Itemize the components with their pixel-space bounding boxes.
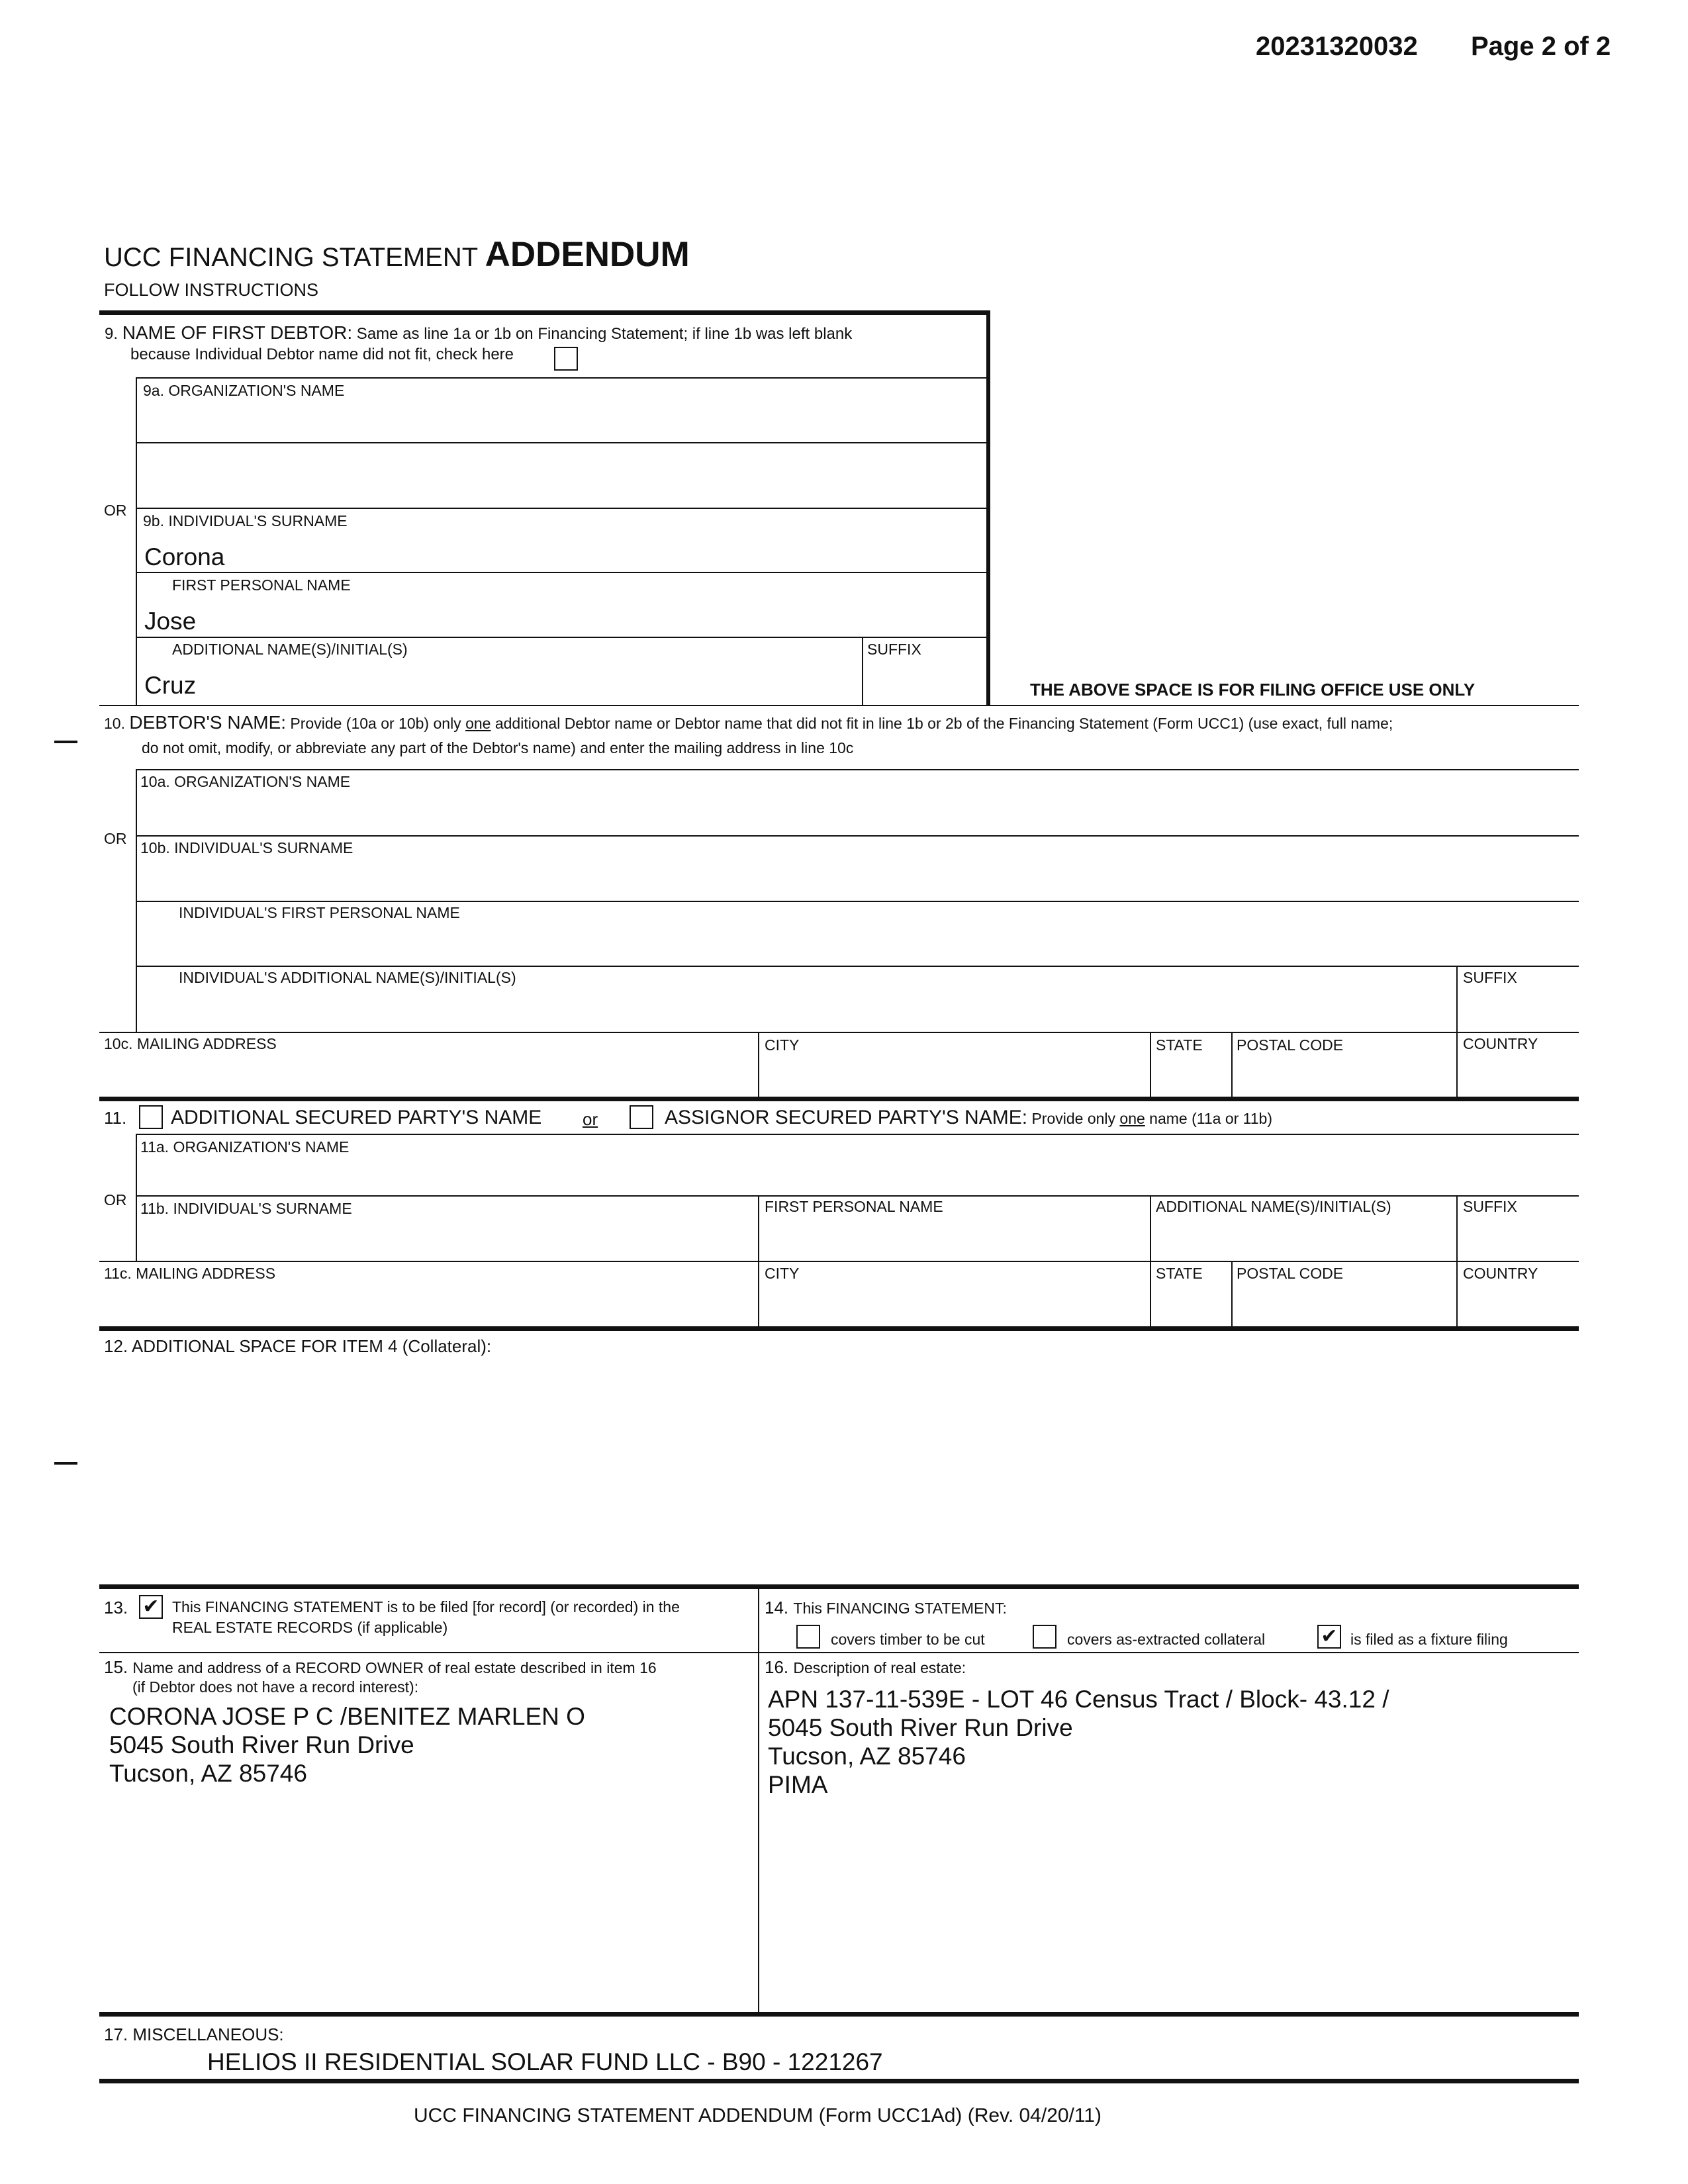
item11-number: 11. — [104, 1108, 127, 1128]
rule — [1231, 1032, 1233, 1098]
item14-number: 14. — [765, 1598, 789, 1617]
rule — [99, 1261, 1579, 1262]
filing-office-note: THE ABOVE SPACE IS FOR FILING OFFICE USE ONLY — [1030, 680, 1476, 700]
form-title-prefix: UCC FINANCING STATEMENT — [104, 243, 478, 272]
additional-secured-party-checkbox[interactable] — [139, 1105, 163, 1129]
item9b-label: 9b. INDIVIDUAL'S SURNAME — [143, 512, 348, 529]
assignor-secured-party-checkbox[interactable] — [630, 1105, 653, 1129]
record-owner-street[interactable]: 5045 South River Run Drive — [109, 1731, 414, 1758]
item14-title: This FINANCING STATEMENT: — [793, 1600, 1007, 1617]
item9-instruction-2: because Individual Debtor name did not fit, check here — [130, 345, 514, 363]
rule — [862, 637, 863, 706]
item13-line1: This FINANCING STATEMENT is to be filed [for record] (or recorded) in the — [172, 1598, 680, 1615]
item11-postal-label: POSTAL CODE — [1237, 1265, 1344, 1282]
item10-city-label: CITY — [765, 1036, 800, 1054]
item10-instruction-one: one — [465, 715, 491, 732]
item9-label — [105, 324, 852, 342]
item17-label: 17. MISCELLANEOUS: — [104, 2025, 284, 2044]
rule — [99, 705, 1579, 706]
rule — [136, 442, 986, 443]
item11-country-label: COUNTRY — [1463, 1265, 1538, 1282]
debtor-first-name[interactable]: Jose — [144, 608, 197, 635]
item15-number: 15. — [104, 1657, 128, 1677]
rule — [99, 1097, 1579, 1101]
rule — [99, 1032, 1579, 1033]
item11-or-text: or — [583, 1109, 598, 1129]
rule — [136, 377, 137, 706]
item11-additional-label: ADDITIONAL NAME(S)/INITIAL(S) — [1156, 1198, 1391, 1215]
item16-title: Description of real estate: — [793, 1659, 966, 1676]
item11-provide-one: one — [1119, 1110, 1145, 1127]
item15-label-line2: (if Debtor does not have a record interest): — [132, 1678, 419, 1696]
as-extracted-checkbox[interactable] — [1033, 1625, 1056, 1649]
item10-instruction-2: do not omit, modify, or abbreviate any part of the Debtor's name) and enter the mailing address in line 10c — [142, 739, 854, 756]
item9a-label: 9a. ORGANIZATION'S NAME — [143, 382, 345, 399]
item9-instruction-1: Same as line 1a or 1b on Financing Statement; if line 1b was left blank — [352, 325, 853, 343]
suffix-label: SUFFIX — [867, 641, 921, 658]
item11-city-label: CITY — [765, 1265, 800, 1282]
item10-label — [104, 713, 1393, 732]
item11-assignor-label — [665, 1108, 1272, 1128]
item10-postal-label: POSTAL CODE — [1237, 1036, 1344, 1054]
rule — [1231, 1261, 1233, 1327]
real-estate-city[interactable]: Tucson, AZ 85746 — [768, 1743, 966, 1770]
additional-secured-party-label: ADDITIONAL SECURED PARTY'S NAME — [171, 1107, 542, 1128]
record-owner-city[interactable]: Tucson, AZ 85746 — [109, 1760, 307, 1787]
rule — [136, 1134, 137, 1261]
item9-right-rule — [986, 310, 990, 706]
rule — [1150, 1261, 1151, 1327]
item11a-label: 11a. ORGANIZATION'S NAME — [140, 1138, 350, 1156]
item11-provide-b: name (11a or 11b) — [1145, 1110, 1272, 1127]
first-name-label: FIRST PERSONAL NAME — [172, 576, 351, 594]
file-number: 20231320032 — [1256, 32, 1418, 61]
rule — [136, 637, 986, 638]
rule — [136, 1195, 1579, 1197]
item10-suffix-label: SUFFIX — [1463, 969, 1517, 986]
margin-mark — [54, 741, 77, 743]
real-estate-county[interactable]: PIMA — [768, 1771, 828, 1798]
item16-number: 16. — [765, 1657, 789, 1677]
rule — [136, 508, 986, 509]
real-estate-apn[interactable]: APN 137-11-539E - LOT 46 Census Tract / Block- 43.12 / — [768, 1686, 1389, 1713]
item10-state-label: STATE — [1156, 1036, 1203, 1054]
real-estate-street[interactable]: 5045 South River Run Drive — [768, 1714, 1073, 1741]
item15-label-line1: Name and address of a RECORD OWNER of real estate described in item 16 — [132, 1659, 657, 1676]
item10b-label: 10b. INDIVIDUAL'S SURNAME — [140, 839, 353, 856]
form-footer: UCC FINANCING STATEMENT ADDENDUM (Form UCC1Ad) (Rev. 04/20/11) — [414, 2105, 1102, 2126]
item10-additional-label: INDIVIDUAL'S ADDITIONAL NAME(S)/INITIAL(S) — [179, 969, 516, 986]
item9-or: OR — [104, 502, 127, 519]
item10-or: OR — [104, 830, 127, 847]
form-title-main: ADDENDUM — [485, 235, 690, 274]
rule — [136, 1134, 1579, 1135]
page-number: Page 2 of 2 — [1471, 32, 1611, 61]
rule — [136, 769, 1579, 770]
item9-title: NAME OF FIRST DEBTOR: — [122, 322, 353, 343]
rule — [136, 901, 1579, 902]
item13-line2: REAL ESTATE RECORDS (if applicable) — [172, 1619, 448, 1636]
fixture-filing-label: is filed as a fixture filing — [1350, 1631, 1508, 1648]
rule — [136, 377, 986, 379]
item10-instruction-b: additional Debtor name or Debtor name that did not fit in line 1b or 2b of the Financing Statement (Form UCC1) (use exact, full name; — [491, 715, 1393, 732]
rule — [99, 2012, 1579, 2017]
rule — [1150, 1032, 1151, 1098]
item14-label — [765, 1599, 1007, 1616]
item15-label — [104, 1659, 657, 1676]
rule — [1150, 1195, 1151, 1261]
record-owner-name[interactable]: CORONA JOSE P C /BENITEZ MARLEN O — [109, 1703, 585, 1730]
fixture-filing-checkbox[interactable] — [1317, 1625, 1341, 1649]
rule — [99, 1326, 1579, 1331]
item10-first-label: INDIVIDUAL'S FIRST PERSONAL NAME — [179, 904, 460, 921]
rule — [99, 1652, 1579, 1653]
checkmark-icon: ✔ — [1321, 1625, 1338, 1648]
form-title — [104, 237, 690, 272]
item10-country-label: COUNTRY — [1463, 1035, 1538, 1052]
item11-provide-a: Provide only — [1027, 1110, 1120, 1127]
debtor-surname[interactable]: Corona — [144, 543, 225, 570]
miscellaneous-value[interactable]: HELIOS II RESIDENTIAL SOLAR FUND LLC - B90 - 1221267 — [207, 2048, 883, 2075]
rule — [136, 572, 986, 573]
rule — [99, 1584, 1579, 1589]
item11-suffix-label: SUFFIX — [1463, 1198, 1517, 1215]
item10-title: DEBTOR'S NAME: — [129, 712, 287, 733]
item10-instruction-a: Provide (10a or 10b) only — [286, 715, 466, 732]
as-extracted-label: covers as-extracted collateral — [1067, 1631, 1266, 1648]
item16-label — [765, 1659, 966, 1676]
item11c-label: 11c. MAILING ADDRESS — [104, 1265, 276, 1282]
item10-number: 10. — [104, 715, 130, 732]
rule — [136, 835, 1579, 837]
assignor-secured-party-label: ASSIGNOR SECURED PARTY'S NAME: — [665, 1107, 1028, 1128]
timber-checkbox[interactable] — [796, 1625, 820, 1649]
timber-label: covers timber to be cut — [831, 1631, 985, 1648]
item10a-label: 10a. ORGANIZATION'S NAME — [140, 773, 351, 790]
item13-checkbox[interactable] — [139, 1595, 163, 1619]
checkmark-icon: ✔ — [142, 1595, 160, 1618]
margin-mark — [54, 1462, 77, 1465]
rule — [758, 1032, 759, 1098]
item11-state-label: STATE — [1156, 1265, 1203, 1282]
debtor-additional-name[interactable]: Cruz — [144, 672, 197, 699]
item9-number: 9. — [105, 325, 122, 343]
item10c-label: 10c. MAILING ADDRESS — [104, 1035, 277, 1052]
rule — [99, 2079, 1579, 2083]
item9-check-box[interactable] — [554, 347, 578, 371]
rule — [136, 966, 1579, 967]
item11-or: OR — [104, 1191, 127, 1208]
additional-name-label: ADDITIONAL NAME(S)/INITIAL(S) — [172, 641, 408, 658]
item12-label: 12. ADDITIONAL SPACE FOR ITEM 4 (Collateral): — [104, 1336, 492, 1356]
item11b-label: 11b. INDIVIDUAL'S SURNAME — [140, 1200, 352, 1217]
item9-top-rule — [99, 310, 990, 315]
follow-instructions: FOLLOW INSTRUCTIONS — [104, 280, 319, 300]
item11-first-label: FIRST PERSONAL NAME — [765, 1198, 943, 1215]
item13-number: 13. — [104, 1598, 128, 1617]
